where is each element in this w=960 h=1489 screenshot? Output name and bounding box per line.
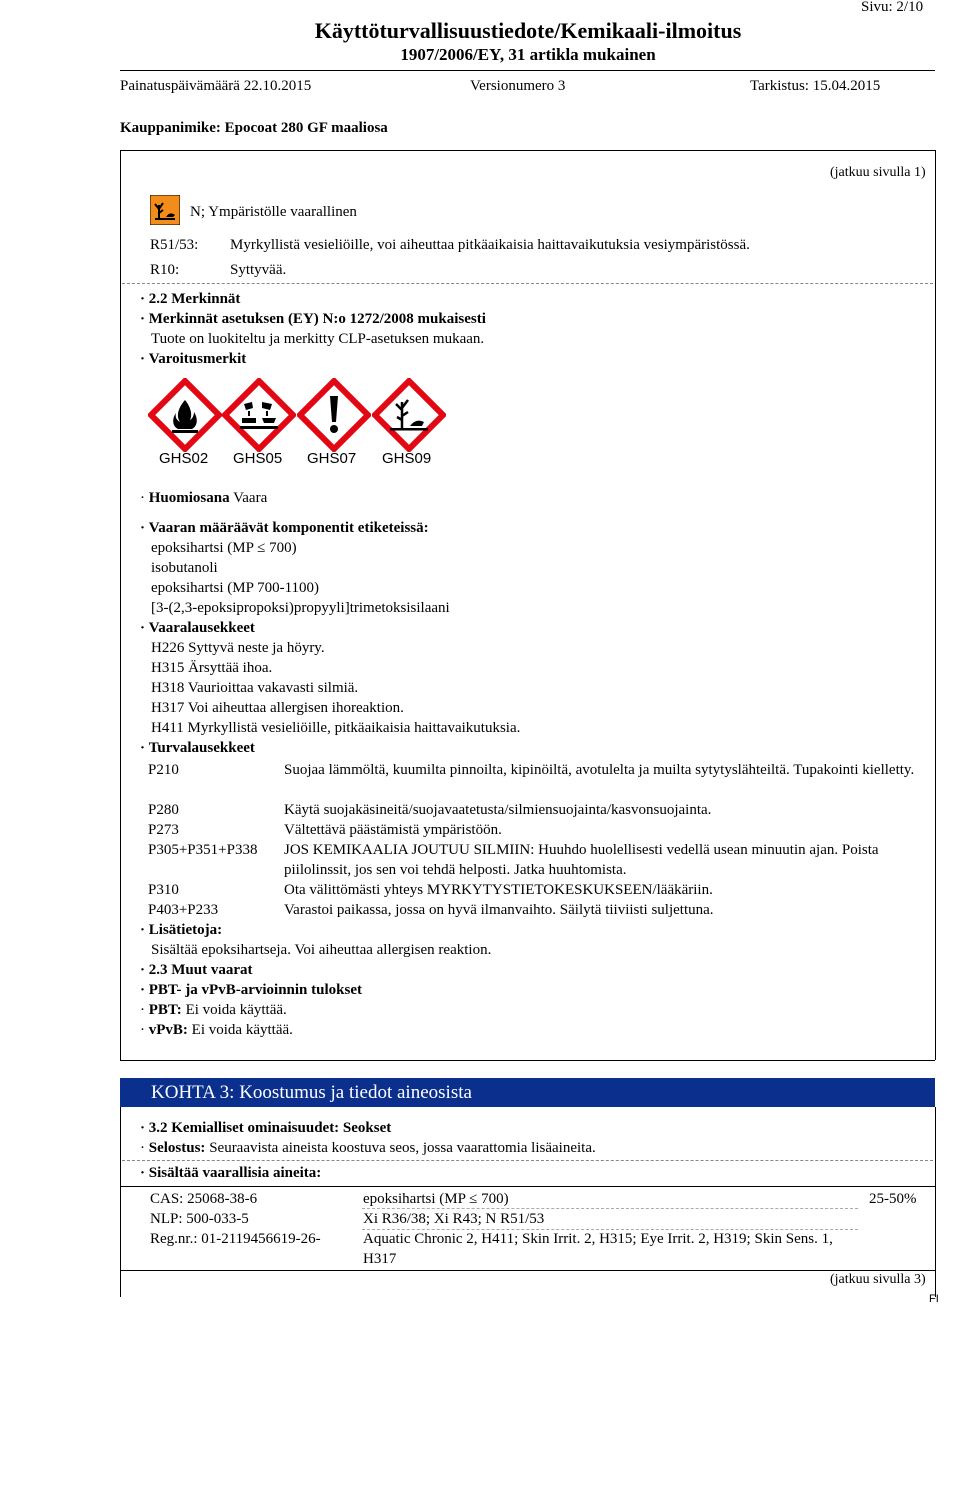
content-frame-left: [120, 150, 121, 1060]
signal-word-label: Huomiosana: [148, 490, 230, 506]
ingredient-reg-number: Reg.nr.: 01-2119456619-26-: [150, 1231, 321, 1247]
ingredient-name: epoksihartsi (MP ≤ 700): [363, 1191, 509, 1207]
ingredients-table-top: [120, 1186, 935, 1187]
ingredient-clp-classification: Aquatic Chronic 2, H411; Skin Irrit. 2, H315; Eye Irrit. 2, H319; Skin Sens. 1, H317: [363, 1231, 833, 1267]
description-text: Seuraavista aineista koostuva seos, jossa vaarattomia lisäaineita.: [209, 1140, 596, 1156]
precaution-text: Varastoi paikassa, jossa on hyvä ilmanvaihto. Säilytä tiiviisti suljettuna.: [284, 902, 714, 918]
content-frame-bottom: [120, 1060, 935, 1061]
pictograms-heading: · Varoitusmerkit: [140, 349, 246, 369]
hazardous-ingredients-heading: · Sisältää vaarallisia aineita:: [140, 1163, 321, 1183]
trade-name: Kauppanimike: Epocoat 280 GF maaliosa: [120, 120, 388, 136]
environment-hazard-icon: [150, 195, 180, 225]
ingredient-nlp: NLP: 500-033-5: [150, 1211, 249, 1227]
component-item: epoksihartsi (MP ≤ 700): [151, 540, 297, 556]
other-hazards-heading: · 2.3 Muut vaarat: [140, 960, 253, 980]
precaution-text: Käytä suojakäsineitä/suojavaatetusta/silmiensuojainta/kasvonsuojainta.: [284, 802, 712, 818]
hazard-statement: H317 Voi aiheuttaa allergisen ihoreaktion.: [151, 700, 404, 716]
ingredient-concentration: 25-50%: [869, 1191, 917, 1207]
language-code: FI: [929, 1293, 939, 1305]
pbt-value: Ei voida käyttää.: [185, 1002, 287, 1018]
content-frame-right: [935, 150, 936, 1060]
vpvb-value: Ei voida käyttää.: [191, 1022, 293, 1038]
exclamation-mark-icon: [297, 378, 371, 452]
ingredients-table-bottom: [120, 1270, 935, 1271]
document-subtitle: 1907/2006/EY, 31 artikla mukainen: [400, 45, 656, 64]
component-item: epoksihartsi (MP 700-1100): [151, 580, 320, 596]
pictogram-code: GHS09: [382, 450, 432, 467]
description-label: Selostus:: [148, 1140, 206, 1156]
pictogram-code: GHS07: [307, 450, 357, 467]
components-heading: · Vaaran määräävät komponentit etiketeissä:: [140, 518, 429, 538]
vpvb-label: vPvB:: [148, 1022, 188, 1038]
header-rule: [120, 70, 935, 71]
environment-icon: [372, 378, 446, 452]
precaution-code: P280: [148, 802, 179, 818]
precaution-code: P403+P233: [148, 902, 219, 918]
hazard-statement: H318 Vaurioittaa vakavasti silmiä.: [151, 680, 359, 696]
precaution-code: P305+P351+P338: [148, 842, 258, 858]
component-item: [3-(2,3-epoksipropoksi)propyyli]trimetoksisilaani: [151, 600, 450, 616]
precaution-text: Vältettävä päästämistä ympäristöön.: [284, 822, 502, 838]
precaution-text: JOS KEMIKAALIA JOUTUU SILMIIN: Huuhdo huolellisesti vedellä usean minuutin ajan. Poista piilolinssit, jos sen voi tehdä helposti. Jatka huuhtomista.: [284, 842, 879, 878]
pictogram-code: GHS05: [233, 450, 283, 467]
pbt-vpvb-heading: · PBT- ja vPvB-arvioinnin tulokset: [140, 980, 362, 1000]
signal-word: Vaara: [233, 490, 268, 506]
continued-from: (jatkuu sivulla 1): [830, 165, 926, 180]
legacy-symbol-label: N; Ympäristölle vaarallinen: [190, 204, 357, 220]
precaution-code: P273: [148, 822, 179, 838]
additional-info-text: Sisältää epoksihartseja. Voi aiheuttaa allergisen reaktion.: [151, 942, 492, 958]
labels-heading: · 2.2 Merkinnät: [140, 289, 240, 309]
document-title: Käyttöturvallisuustiedote/Kemikaali-ilmoitus: [314, 18, 742, 43]
signal-word-row: · Huomiosana Vaara: [140, 490, 268, 506]
pbt-label: PBT:: [148, 1002, 182, 1018]
section-3-title-bar: [120, 1078, 935, 1107]
precaution-text: Suojaa lämmöltä, kuumilta pinnoilta, kipinöiltä, avotulelta ja muilta sytytyslähteiltä. Tupakointi kielletty.: [284, 762, 915, 778]
r-phrase-code: R51/53:: [150, 237, 199, 253]
hazard-heading: · Vaaralausekkeet: [140, 618, 255, 638]
trade-name-rule: [120, 150, 935, 151]
clp-text: Tuote on luokiteltu ja merkitty CLP-asetuksen mukaan.: [151, 331, 485, 347]
precaution-code: P210: [148, 762, 179, 778]
hazard-statement: H315 Ärsyttää ihoa.: [151, 660, 273, 676]
component-item: isobutanoli: [151, 560, 218, 576]
pbt-row: · PBT: Ei voida käyttää.: [140, 1002, 287, 1018]
precaution-code: P310: [148, 882, 179, 898]
ingredient-cas: CAS: 25068-38-6: [150, 1191, 258, 1207]
continued-to: (jatkuu sivulla 3): [830, 1272, 926, 1287]
flame-icon: [148, 378, 222, 452]
additional-info-heading: · Lisätietoja:: [140, 920, 222, 940]
corrosion-icon: [222, 378, 296, 452]
ingredient-dsd-classification: Xi R36/38; Xi R43; N R51/53: [363, 1211, 545, 1227]
section-3-frame-right: [935, 1107, 936, 1297]
r-phrase-code: R10:: [150, 262, 180, 278]
pictogram-code: GHS02: [159, 450, 209, 467]
version-number: Versionumero 3: [470, 78, 566, 94]
page-number: Sivu: 2/10: [861, 0, 924, 15]
section-3-title: KOHTA 3: Koostumus ja tiedot aineosista: [151, 1082, 472, 1103]
mixtures-heading: · 3.2 Kemialliset ominaisuudet: Seokset: [140, 1118, 391, 1138]
clp-heading: · Merkinnät asetuksen (EY) N:o 1272/2008 mukaisesti: [140, 309, 486, 329]
description-row: · Selostus: Seuraavista aineista koostuva seos, jossa vaarattomia lisäaineita.: [140, 1140, 596, 1156]
r-phrase-text: Syttyvää.: [230, 262, 287, 278]
precaution-heading: · Turvalausekkeet: [140, 738, 255, 758]
print-date: Painatuspäivämäärä 22.10.2015: [120, 78, 312, 94]
vpvb-row: · vPvB: Ei voida käyttää.: [140, 1022, 293, 1038]
hazard-statement: H411 Myrkyllistä vesieliöille, pitkäaikaisia haittavaikutuksia.: [151, 720, 521, 736]
revision-date: Tarkistus: 15.04.2015: [750, 78, 881, 94]
separator: [122, 283, 933, 284]
section-3-frame-left: [120, 1107, 121, 1297]
precaution-text: Ota välittömästi yhteys MYRKYTYSTIETOKESKUKSEEN/lääkäriin.: [284, 882, 713, 898]
separator: [122, 1160, 933, 1161]
r-phrase-text: Myrkyllistä vesieliöille, voi aiheuttaa pitkäaikaisia haittavaikutuksia vesiympäristössä.: [230, 237, 750, 253]
hazard-statement: H226 Syttyvä neste ja höyry.: [151, 640, 325, 656]
